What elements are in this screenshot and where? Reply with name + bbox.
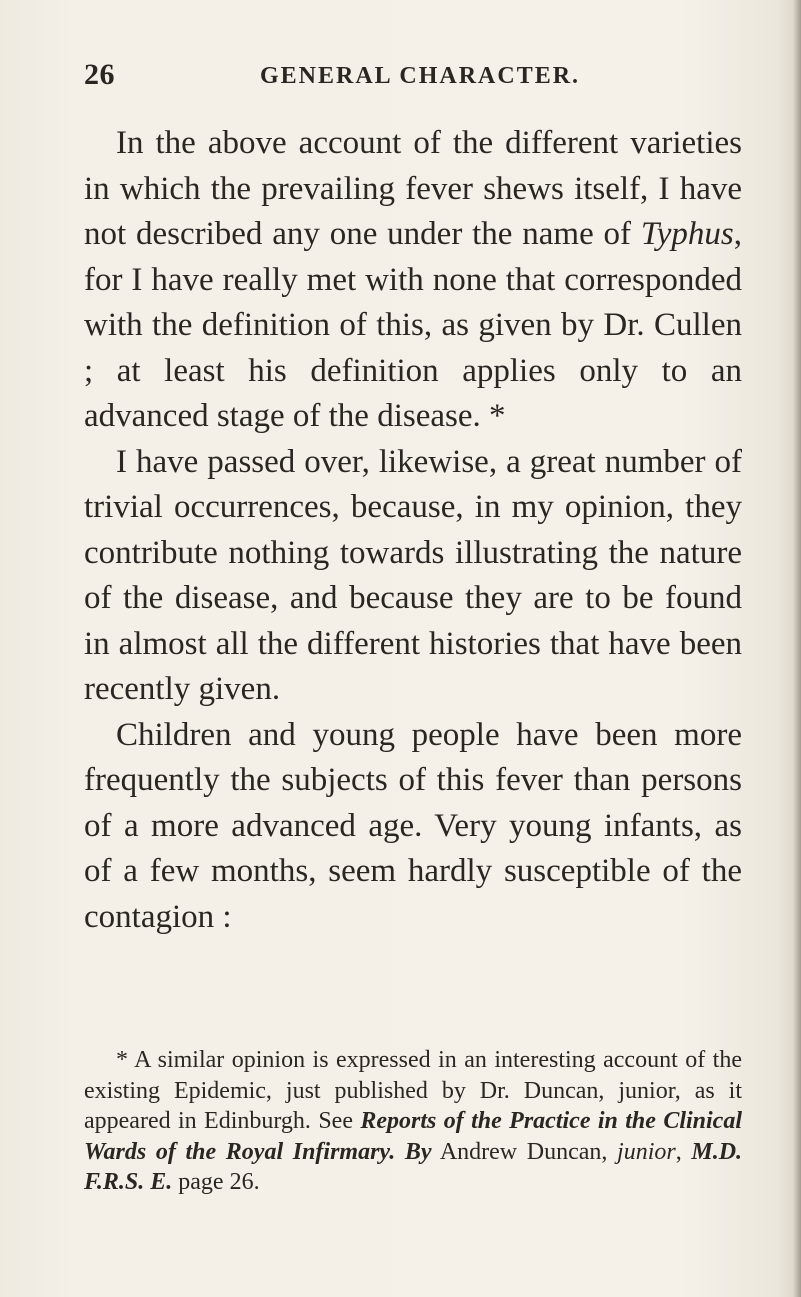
footnote-author: Andrew Duncan, — [431, 1138, 618, 1165]
paragraph-1 — [84, 121, 742, 440]
footnote-credentials: M.D. F.R.S. E. — [84, 1138, 743, 1195]
page-edge-shadow — [793, 0, 801, 1297]
footnote-page-ref: page 26. — [172, 1169, 260, 1195]
footnote-comma: , — [675, 1138, 692, 1165]
page-number: 26 — [84, 58, 115, 91]
footnote — [84, 1045, 742, 1198]
body-text — [84, 121, 742, 940]
paragraph-1-text-a: In the above account of the different varieties in which the prevailing fever shews itself, I have not described any one under the name of — [84, 125, 742, 252]
footnote-text-a: * A similar opinion is expressed in an interesting account of the existing Epidemic, just published by Dr. Duncan, junior, as it appeared in Edinburgh. See — [84, 1047, 742, 1134]
running-head: GENERAL CHARACTER. — [260, 63, 581, 89]
page-header — [84, 58, 724, 98]
footnote-junior: junior — [617, 1138, 676, 1165]
footnote-paragraph — [84, 1045, 742, 1198]
paragraph-3: Children and young people have been more frequently the subjects of this fever than persons of a more advanced age. Very young infants, as of a few months, seem hardly susceptible of the contagion : — [84, 716, 742, 935]
footnote-title: Reports of the Practice in the Clinical Wards of the Royal Infirmary. — [84, 1108, 742, 1165]
paragraph-2: I have passed over, likewise, a great number of trivial occurrences, because, in my opinion, they contribute nothing towards illustrating the nature of the disease, and because they are to be found in almost all the different histories that have been recently given. — [84, 443, 742, 707]
paragraph-1-text-b: , for I have really met with none that corresponded with the definition of this, as given by Dr. Cullen ; at least his definition applies only to an advanced stage of the disease. * — [84, 216, 742, 434]
footnote-by: By — [404, 1138, 432, 1165]
typhus-term: Typhus — [640, 216, 734, 252]
